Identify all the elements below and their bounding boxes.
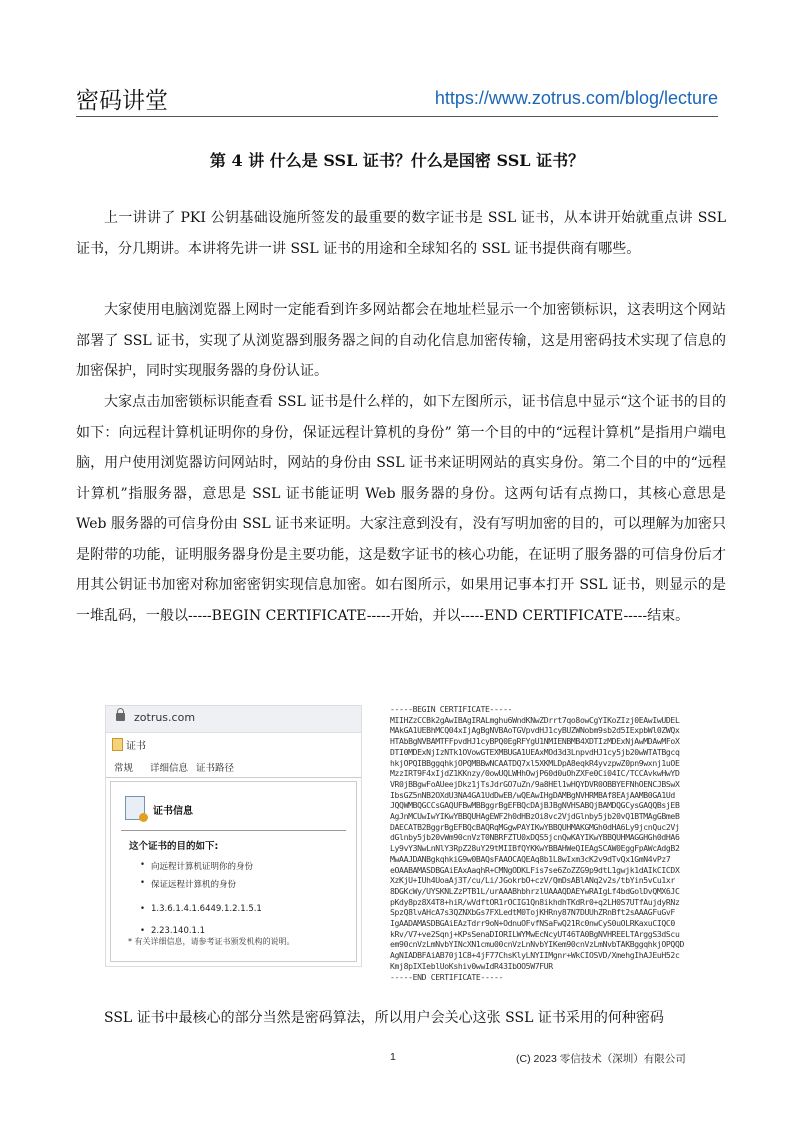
paragraph-intro: 上一讲讲了 PKI 公钥基础设施所签发的最重要的数字证书是 SSL 证书，从本讲开始就重点讲 SSL 证书，分几期讲。本讲将先讲一讲 SSL 证书的用途和全球知名的 SSL 证书提供商有哪些。 <box>76 210 726 257</box>
certificate-icon <box>125 796 145 820</box>
page-number: 1 <box>390 1051 396 1063</box>
tab-details[interactable]: 详细信息 <box>150 763 189 774</box>
dialog-tabs <box>106 755 361 778</box>
page-header <box>76 80 718 117</box>
pem-certificate-text: -----BEGIN CERTIFICATE----- MIIHZzCCBk2gAwIBAgIRALmghu6WndKNwZDrrt7qo8owCgYIKoZIzj0EAwIwUDEL MAkGA1UEBhMCQ04xIjAgBgNVBAoTGVpvdHJ1cyBUZWNobm9sb2d5IExpbWl0ZWQx HTAbBgNVBAMTFFpvdHJ1cyBPQ0EgRFYgU1NMIENBMB4XDTIzMDExNjAwMDAwMFoX DTI0MDExNjIzNTk1OVowGTEXMBUGA1UEAxMOd3d3LnpvdHJ1cy5jb20wWTATBgcq hkjOPQIBBggqhkjOPQMBBwNCAATDQ7xl5XKMLDpA8eqkR4yvzpwZ0pn9wxnj1uOE MzzIRT9F4xIjdZ1KKnzy/0owUQLWHhOwjP60d0uOhZXFe0Ci04IC/TCCAvkwHwYD VR0jBBgwFoAUeejDkz1jTsJdrGO7uZn/9a8HEl1wHQYDVR0OBBYEFNhOENCJBSwX IbsGZ5nNB2OXdU3NA4GA1UdDwEB/wQEAwIHgDAMBgNVHRMBAf8EAjAAMB0GA1Ud JQQWMBQGCCsGAQUFBwMBBggrBgEFBQcDAjBJBgNVHSABQjBAMDQGCysGAQQBsjEB AgJnMCUwIwYIKwYBBQUHAgEWF2h0dHBzOi8vc2VjdGlnby5jb20vQ1BTMAgGBmeB DAECATB2BggrBgEFBQcBAQRqMGgwPAYIKwYBBQUHMAKGMGh0dHA6Ly9jcnQuc2Vj dGlnby5jb20vWm90cnVzT0NBRFZTU0xDQS5jcnQwKAYIKwYBBQUHMAGGHGh0dHA6 Ly9vY3NwLnNlY3RpZ28uY29tMIIBfQYKKwYBBAHWeQIEAgSCAW0EggFpAWcAdgB2 MwAAJDANBgkqhkiG9w0BAQsFAAOCAQEAq8b1L8wIxm3cK2v9dTvQx1GmN4vPz7 eOAABAMASDBGAiEAxAaqhR+CMNgODKLFis7se6ZoZZG9p9dtL1gwjk1dAIkCICDX XzKjU+IUh4UoaAj3T/cu/Li/JGokrbO+czV/QmDsABlANq2v2s/tbYin5vCu1xr 8DGKcWy/UYSKNLZzPTB1L/urAAABhbhrzlUAAAQDAEYwRAIgLf4bdGolDvQMX6JC pKdy8pz8X4T8+hiR/wVdftOR1rOCIG1Qn8ikhdhTKdRr0+q2LH0S7UTfAujdyRNz SpzQ8lvAHcA7s3QZNXbGs7FXLedtM0TojKHRny87N7DUUhZRnBft2sAAAGFuGvF IgAADAMASDBGAiEAzTdrr9oN+OdnuOFvfNSaFwQ21Rc0nwCyS0uOLRKaxuCIQC0 kRv/V7+ve2Sqnj+KPsSenaDIORILWYMwEcNcyUT46TA0BgNVHREELTArggS3dScu em90cnVzLmNvbYINcXN1cmu00cnVzLnNvbYIKem90cnVzLmNvbTAKBggqhkjOPQQD AgNIADBFAiAB70j1C8+4jF77ChsKlyLNYIIMgnr+WkCIOSVD/XmehgIhAJEuH52c Kmj8pIXIeblUoKshiv0wwIdR43IbOO5W7FUR -----END CERTIFICATE----- <box>390 704 684 982</box>
purpose-item: • 2.23.140.1.1 <box>151 926 205 936</box>
lock-icon <box>116 713 125 721</box>
header-url-link[interactable]: https://www.zotrus.com/blog/lecture <box>434 88 718 108</box>
general-panel <box>110 781 357 962</box>
cert-info-title: 证书信息 <box>153 806 193 817</box>
paragraph-purpose: 大家点击加密锁标识能查看 SSL 证书是什么样的，如下左图所示，证书信息中显示“这个证书的目的如下：向远程计算机证明你的身份，保证远程计算机的身份” 第一个目的中的“远程计算机”是指用户端电脑，用户使用浏览器访问网站时，网站的身份由 SSL 证书来证明网站的真实身份。第二个目的中的“远程计算机”指服务器，意思是 SSL 证书能证明 Web 服务器的身份。这两句话有点拗口，其核心意思是 Web 服务器的可信身份由 SSL 证书来证明。大家注意到没有，没有写明加密的目的，可以理解为加密只是附带的功能，证明服务器身份是主要功能，这是数字证书的核心功能，在证明了服务器的可信身份后才用其公钥证书加密对称加密密钥实现信息加密。如右图所示，如果用记事本打开 SSL 证书，则显示的是一堆乱码，一般以-----BEGIN CERTIFICATE-----开始，并以-----END CERTIFICATE-----结束。 <box>76 394 726 624</box>
dialog-titlebar <box>106 733 361 755</box>
details-note: * 有关详细信息，请参考证书颁发机构的说明。 <box>128 937 295 946</box>
dialog-title: 证书 <box>126 741 146 752</box>
divider <box>121 830 346 831</box>
tab-general[interactable]: 常规 <box>114 763 134 774</box>
browser-address-bar <box>106 706 361 733</box>
certificate-file-icon <box>112 738 123 751</box>
purpose-item: • 保证远程计算机的身份 <box>151 878 236 890</box>
address-domain: zotrus.com <box>134 711 196 724</box>
lecture-title: 第 4 讲 什么是 SSL 证书？什么是国密 SSL 证书？ <box>209 151 585 170</box>
tab-cert-path[interactable]: 证书路径 <box>196 763 235 774</box>
certificate-dialog-image <box>105 705 362 967</box>
purpose-heading: 这个证书的目的如下: <box>129 841 219 852</box>
purpose-item: • 1.3.6.1.4.1.6449.1.2.1.5.1 <box>151 904 262 914</box>
purpose-item: • 向远程计算机证明你的身份 <box>151 860 253 872</box>
paragraph-lock: 大家使用电脑浏览器上网时一定能看到许多网站都会在地址栏显示一个加密锁标识，这表明这个网站部署了 SSL 证书，实现了从浏览器到服务器之间的自动化信息加密传输，这是用密码技术实现了信息的加密保护，同时实现服务器的身份认证。 <box>76 302 726 379</box>
copyright-text: (C) 2023 零信技术（深圳）有限公司 <box>516 1053 686 1065</box>
paragraph-algorithm: SSL 证书中最核心的部分当然是密码算法，所以用户会关心这张 SSL 证书采用的何种密码 <box>104 1010 664 1026</box>
brand-title: 密码讲堂 <box>76 88 168 114</box>
